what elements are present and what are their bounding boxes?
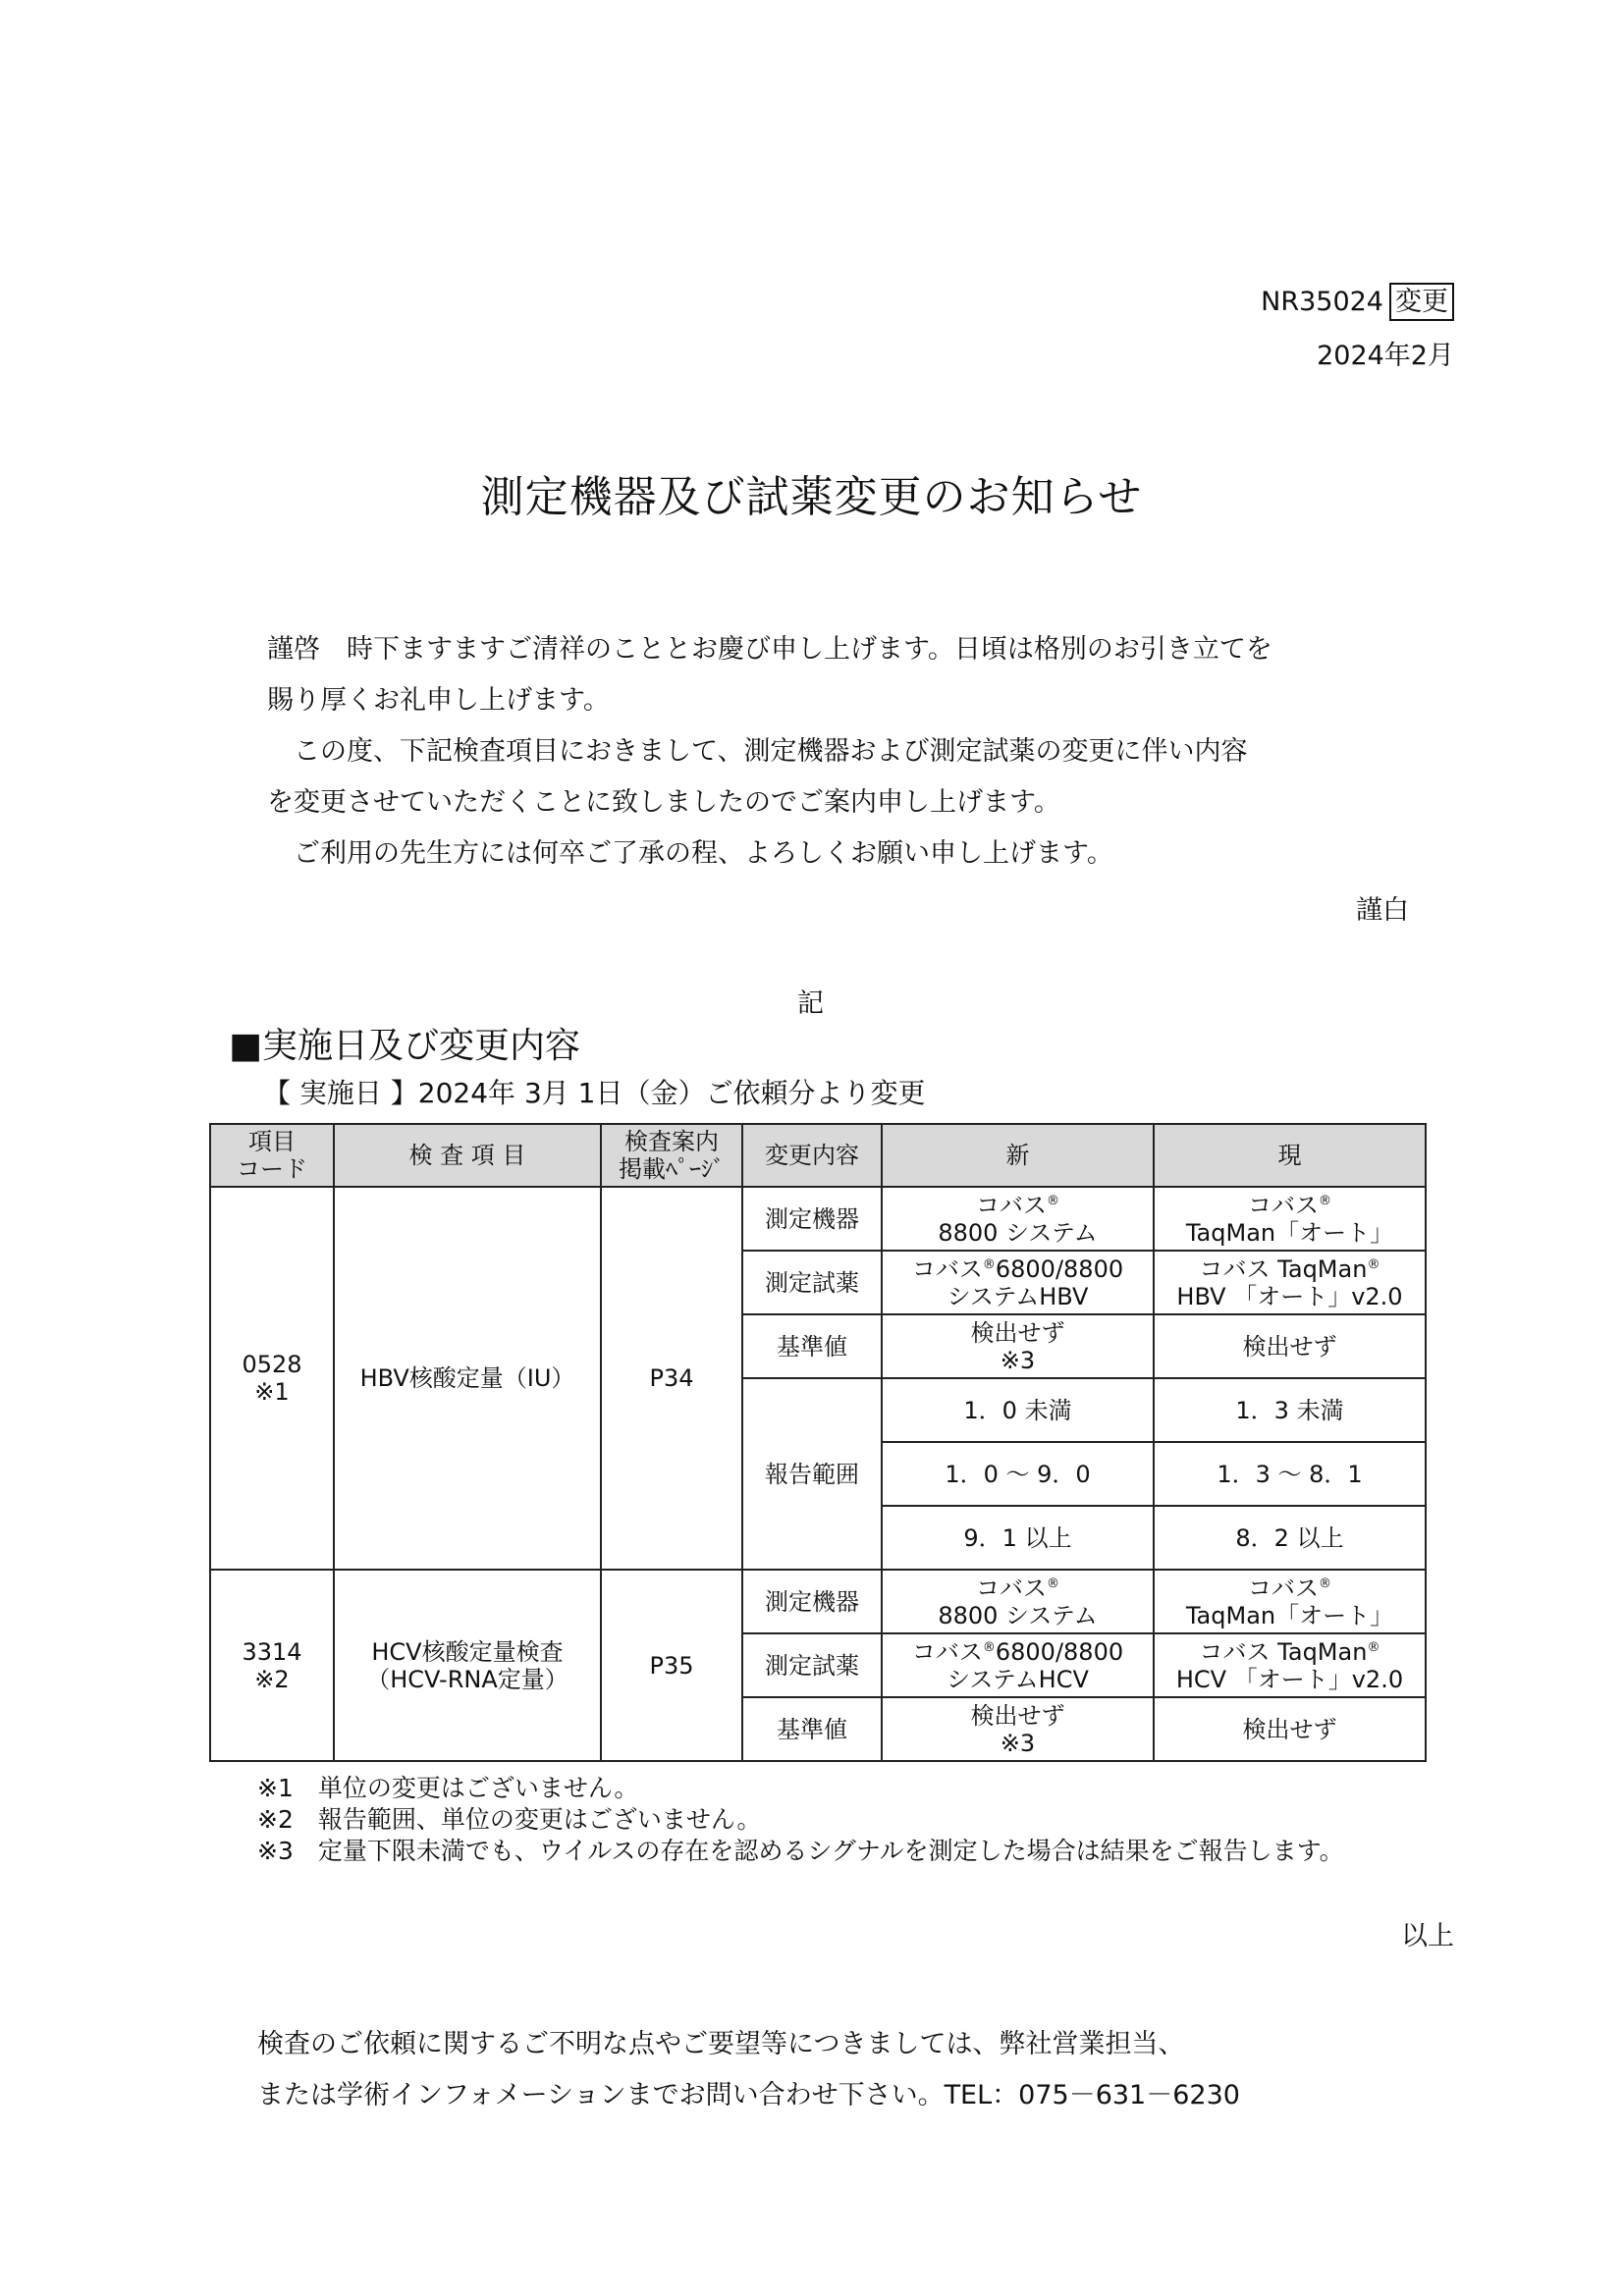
header-page: 検査案内 掲載ﾍﾟｰｼﾞ <box>601 1124 742 1187</box>
hbv-range-label: 報告範囲 <box>742 1378 882 1570</box>
hbv-reagent-current: コバス TaqMan® HBV 「オート」v2.0 <box>1154 1251 1426 1314</box>
hbv-range-current-1: 1．3 未満 <box>1154 1378 1426 1442</box>
ki-marker: 記 <box>797 988 824 1019</box>
hbv-range-current-3: 8．2 以上 <box>1154 1506 1426 1570</box>
header-new: 新 <box>882 1124 1154 1187</box>
hcv-reference-new: 検出せず ※3 <box>882 1697 1154 1761</box>
document-date: 2024年2月 <box>1317 341 1454 371</box>
contact-line-1: 検査のご依頼に関するご不明な点やご要望等につきましては、弊社営業担当、 <box>257 2029 1185 2059</box>
hcv-reference-current: 検出せず <box>1154 1697 1426 1761</box>
header-current: 現 <box>1154 1124 1426 1187</box>
contact-line-2: または学術インフォメーションまでお問い合わせ下さい。TEL：075－631－6230 <box>257 2080 1240 2110</box>
hcv-instrument-label: 測定機器 <box>742 1570 882 1633</box>
reference-code: NR35024 <box>1261 287 1383 317</box>
hcv-instrument-new: コバス® 8800 システム <box>882 1570 1154 1633</box>
hbv-instrument-current: コバス® TaqMan「オート」 <box>1154 1187 1426 1251</box>
footnotes <box>257 1773 1344 1867</box>
table-row <box>210 1187 1426 1251</box>
hcv-reference-label: 基準値 <box>742 1697 882 1761</box>
body-line-2: 賜り厚くお礼申し上げます。 <box>267 685 610 716</box>
hcv-item: HCV核酸定量検査 （HCV-RNA定量） <box>334 1570 601 1761</box>
change-table <box>209 1123 1427 1762</box>
hbv-instrument-label: 測定機器 <box>742 1187 882 1251</box>
hbv-page: P34 <box>601 1187 742 1570</box>
body-line-1: 謹啓 時下ますますご清祥のこととお慶び申し上げます。日頃は格別のお引き立てを <box>267 634 1272 665</box>
hcv-page: P35 <box>601 1570 742 1761</box>
hcv-reagent-label: 測定試薬 <box>742 1633 882 1697</box>
hbv-reference-current: 検出せず <box>1154 1314 1426 1378</box>
contact-info <box>257 2019 1240 2121</box>
table-row <box>210 1570 1426 1633</box>
hbv-instrument-new: コバス® 8800 システム <box>882 1187 1154 1251</box>
implementation-date: 【 実施日 】2024年 3月 1日（金）ご依頼分より変更 <box>263 1077 926 1109</box>
hbv-reference-label: 基準値 <box>742 1314 882 1378</box>
hcv-reagent-current: コバス TaqMan® HCV 「オート」v2.0 <box>1154 1633 1426 1697</box>
hcv-instrument-current: コバス® TaqMan「オート」 <box>1154 1570 1426 1633</box>
hbv-reference-new: 検出せず ※3 <box>882 1314 1154 1378</box>
footnote-3: ※3 定量下限未満でも、ウイルスの存在を認めるシグナルを測定した場合は結果をご報告します。 <box>257 1837 1344 1865</box>
hcv-reagent-new: コバス®6800/8800 システムHCV <box>882 1633 1154 1697</box>
footnote-2: ※2 報告範囲、単位の変更はございません。 <box>257 1805 762 1834</box>
header-change: 変更内容 <box>742 1124 882 1187</box>
closing-salutation: 謹白 <box>1356 895 1409 926</box>
body-line-4: を変更させていただくことに致しましたのでご案内申し上げます。 <box>267 787 1060 818</box>
hbv-reagent-new: コバス®6800/8800 システムHBV <box>882 1251 1154 1314</box>
end-mark: 以上 <box>1401 1921 1454 1951</box>
hcv-code: 3314 ※2 <box>210 1570 334 1761</box>
page-title: 測定機器及び試薬変更のお知らせ <box>480 472 1143 522</box>
hbv-range-new-3: 9．1 以上 <box>882 1506 1154 1570</box>
hbv-item: HBV核酸定量（IU） <box>334 1187 601 1570</box>
section-heading: ■実施日及び変更内容 <box>229 1026 581 1066</box>
footnote-1: ※1 単位の変更はございません。 <box>257 1774 639 1802</box>
hbv-range-current-2: 1．3 ～ 8．1 <box>1154 1442 1426 1506</box>
table-header-row <box>210 1124 1426 1187</box>
header-code: 項目 コード <box>210 1124 334 1187</box>
hbv-code: 0528 ※1 <box>210 1187 334 1570</box>
body-line-5: ご利用の先生方には何卒ご了承の程、よろしくお願い申し上げます。 <box>267 838 1113 869</box>
change-tag: 変更 <box>1389 283 1454 321</box>
header-item: 検 査 項 目 <box>334 1124 601 1187</box>
hbv-range-new-2: 1．0 ～ 9．0 <box>882 1442 1154 1506</box>
hbv-range-new-1: 1．0 未満 <box>882 1378 1154 1442</box>
hbv-reagent-label: 測定試薬 <box>742 1251 882 1314</box>
body-line-3: この度、下記検査項目におきまして、測定機器および測定試薬の変更に伴い内容 <box>267 736 1248 767</box>
document-reference <box>1261 283 1454 321</box>
